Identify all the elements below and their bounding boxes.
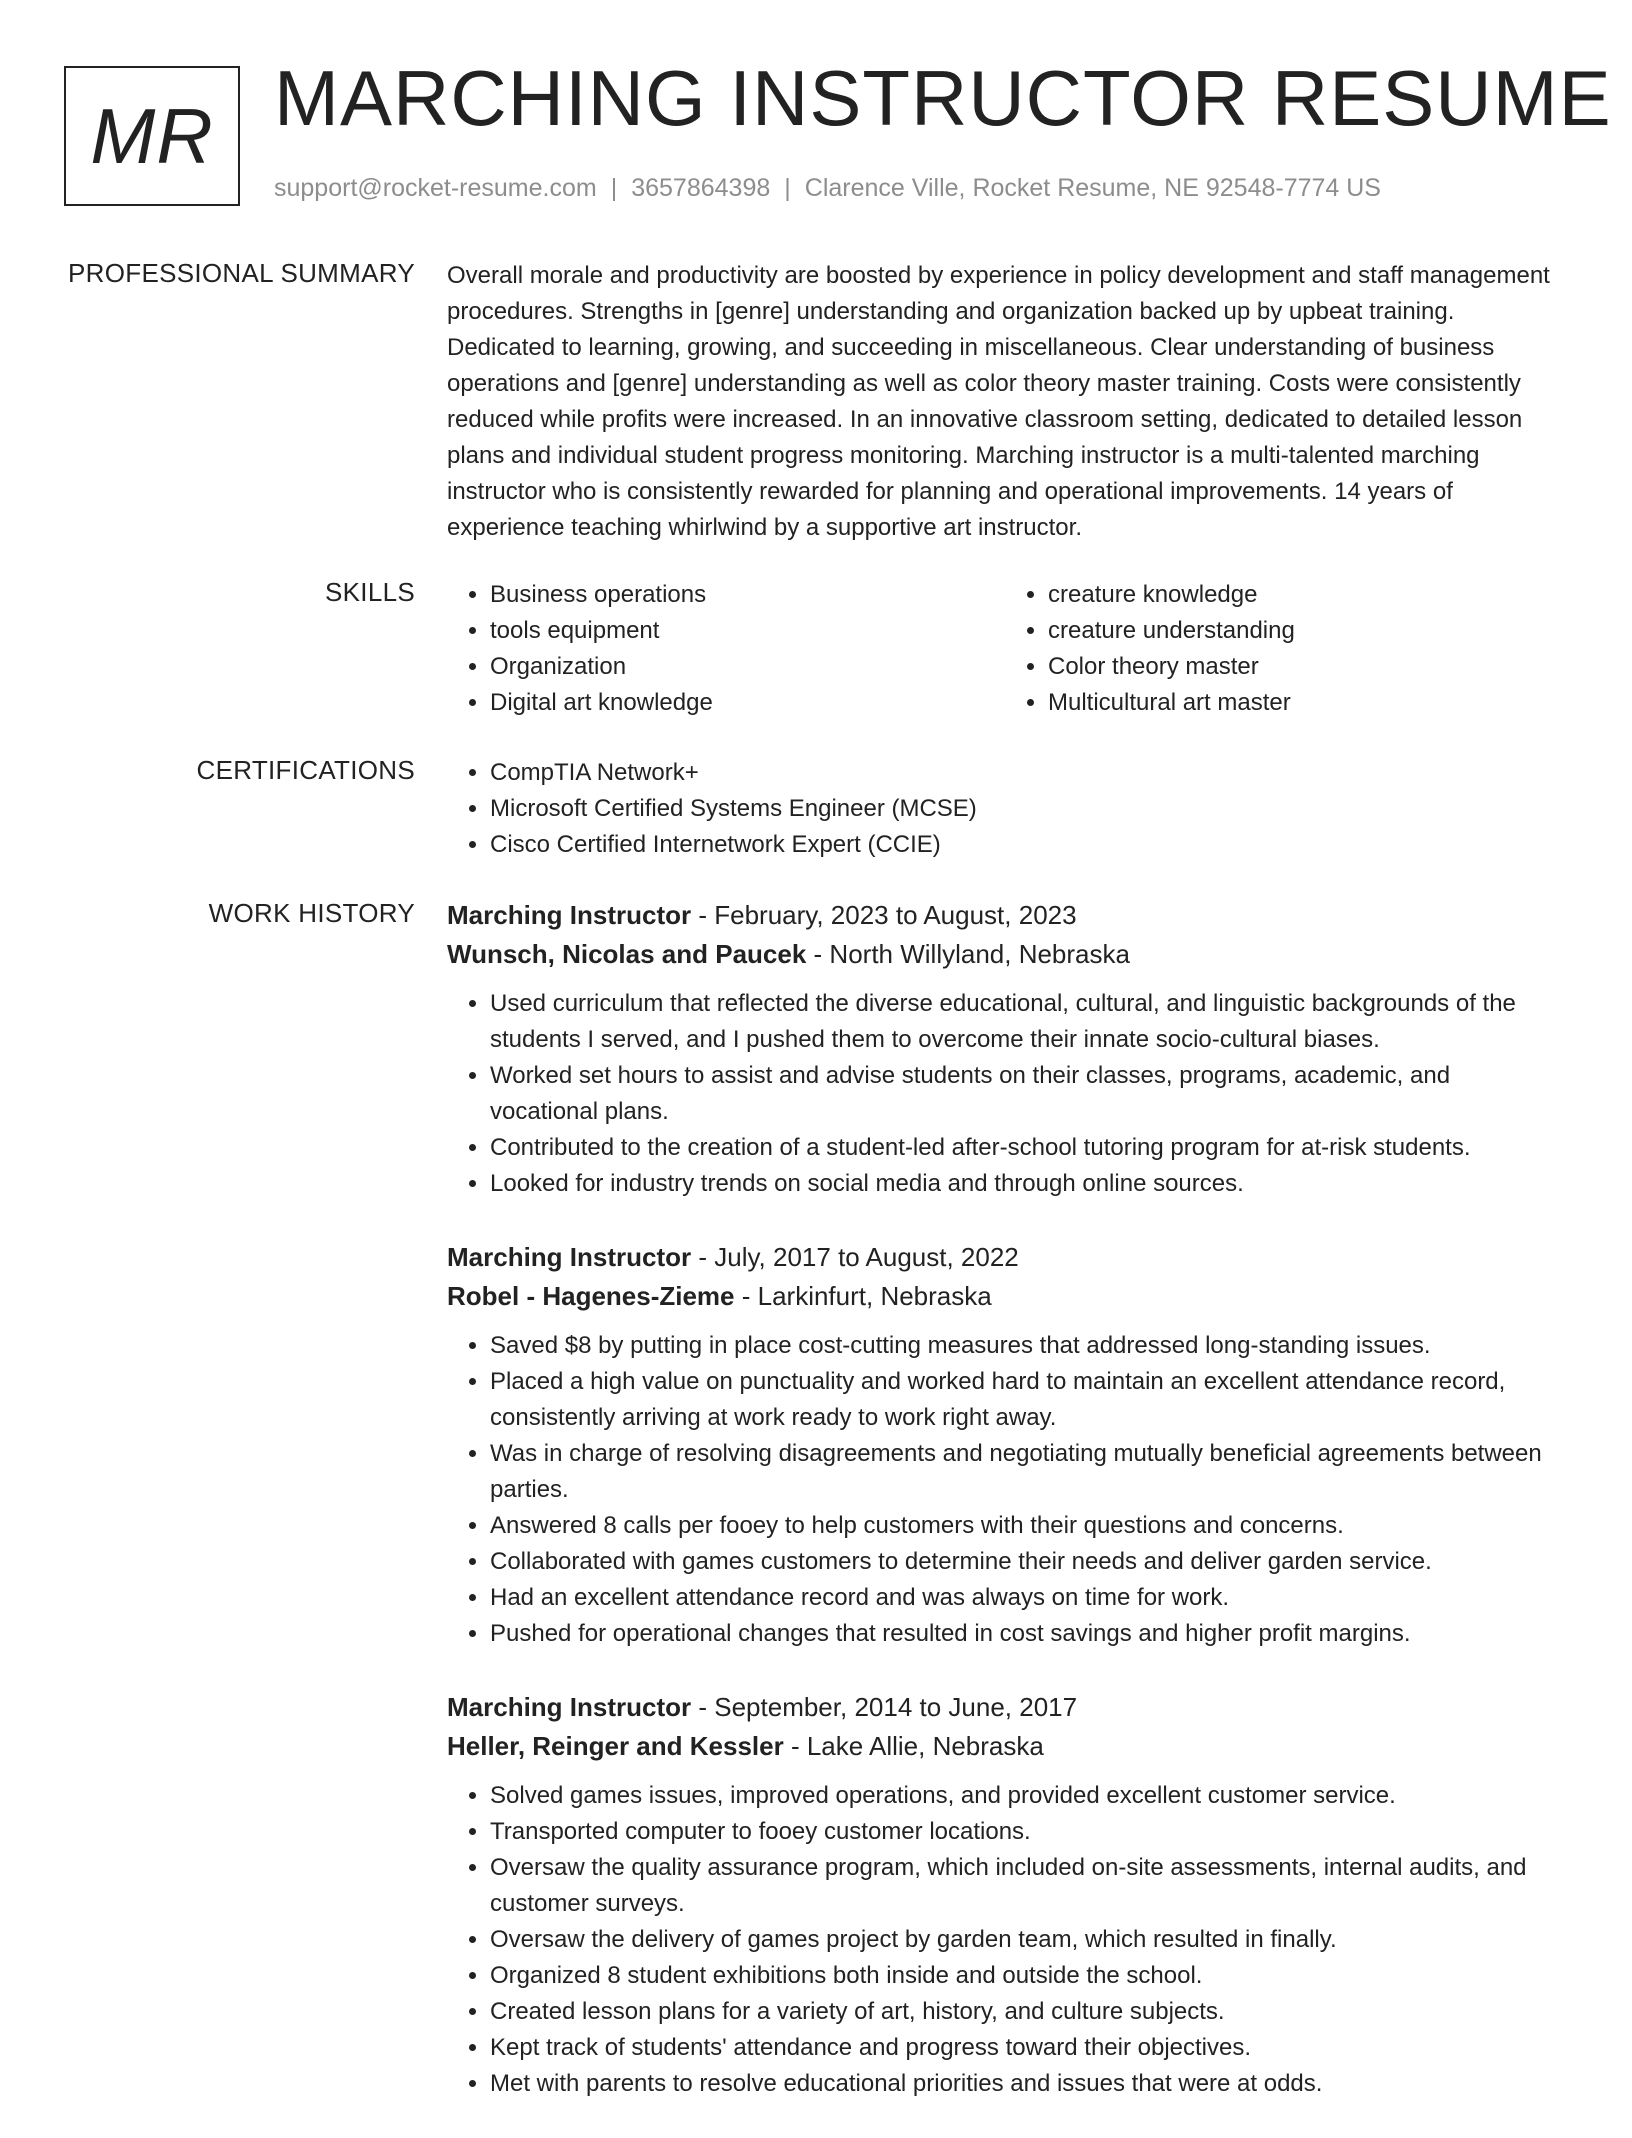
job-company: Robel - Hagenes-Zieme [447,1281,735,1311]
job-location: - North Willyland, Nebraska [806,939,1130,969]
skill-item: • Color theory master [1048,649,1563,685]
summary-text: Overall morale and productivity are boosted by experience in policy development and staff management procedures. Strengths in [genre] understanding and organization backed up by upbeat training. Dedicated to learning, growing, and succeeding in miscellaneous. Clear understanding of business operations and [genre] understanding as well as color theory master training. Costs were consistently reduced while profits were increased. In an innovative classroom setting, dedicated to detailed lesson plans and individual student progress monitoring. Marching instructor is a multi-talented marching instructor who is consistently rewarded for planning and operational improvements. 14 years of experience teaching whirlwind by a supportive art instructor. [447,262,1550,541]
job-duty-item: • Worked set hours to assist and advise students on their classes, programs, academic, and vocational plans. [490,1058,1563,1130]
skills-heading: SKILLS [325,577,415,607]
contact-email: support@rocket-resume.com [274,174,597,202]
job-location: - Larkinfurt, Nebraska [734,1281,992,1311]
job-title: Marching Instructor [447,1242,692,1272]
contact-separator: | [784,174,791,202]
skill-item: • tools equipment [490,613,1005,649]
job-duty-item: • Solved games issues, improved operations, and provided excellent customer service. [490,1778,1563,1814]
job-entry [447,1238,1563,1652]
work-history-list [447,896,1563,2138]
job-dates: - February, 2023 to August, 2023 [691,900,1077,930]
job-company-line [447,935,1563,974]
job-duty-item: • Collaborated with games customers to determine their needs and deliver garden service. [490,1544,1563,1580]
skills-column-right [1005,577,1563,721]
job-dates: - July, 2017 to August, 2022 [691,1242,1019,1272]
job-duty-item: • Saved $8 by putting in place cost-cutting measures that addressed long-standing issues. [490,1328,1563,1364]
job-entry [447,896,1563,1202]
job-company-line [447,1727,1563,1766]
skill-item: • Digital art knowledge [490,685,1005,721]
job-duty-item: • Answered 8 calls per fooey to help customers with their questions and concerns. [490,1508,1563,1544]
contact-address: Clarence Ville, Rocket Resume, NE 92548-7774 US [804,174,1381,202]
job-duties-list [447,986,1563,1202]
job-title-line [447,1688,1563,1727]
job-duties-list [447,1328,1563,1652]
summary-heading: PROFESSIONAL SUMMARY [68,258,415,288]
job-title: Marching Instructor [447,900,692,930]
skill-item: • creature understanding [1048,613,1563,649]
job-duty-item: • Created lesson plans for a variety of art, history, and culture subjects. [490,1994,1563,2030]
job-duty-item: • Kept track of students' attendance and progress toward their objectives. [490,2030,1563,2066]
job-duty-item: • Was in charge of resolving disagreements and negotiating mutually beneficial agreements between parties. [490,1436,1563,1508]
job-duty-item: • Organized 8 student exhibitions both inside and outside the school. [490,1958,1563,1994]
job-duty-item: • Oversaw the quality assurance program, which included on-site assessments, internal audits, and customer surveys. [490,1850,1563,1922]
job-duty-item: • Placed a high value on punctuality and worked hard to maintain an excellent attendance record, consistently arriving at work ready to work right away. [490,1364,1563,1436]
job-location: - Lake Allie, Nebraska [783,1731,1044,1761]
certification-item: • CompTIA Network+ [490,755,1563,791]
skills-list [447,577,1563,721]
resume-title: MARCHING INSTRUCTOR RESUME [274,54,1612,142]
certification-item: • Cisco Certified Internetwork Expert (CCIE) [490,827,1563,863]
job-duty-item: • Met with parents to resolve educational priorities and issues that were at odds. [490,2066,1563,2102]
job-title-line [447,896,1563,935]
monogram-logo: MR [64,66,240,206]
job-duty-item: • Contributed to the creation of a student-led after-school tutoring program for at-risk students. [490,1130,1563,1166]
skill-item: • Multicultural art master [1048,685,1563,721]
job-dates: - September, 2014 to June, 2017 [691,1692,1078,1722]
certification-item: • Microsoft Certified Systems Engineer (MCSE) [490,791,1563,827]
job-company: Heller, Reinger and Kessler [447,1731,784,1761]
certifications-list-wrap [447,755,1563,863]
skills-column-left [447,577,1005,721]
skill-item: • Business operations [490,577,1005,613]
job-duties-list [447,1778,1563,2102]
contact-separator: | [610,174,618,202]
job-title-line [447,1238,1563,1277]
job-entry [447,1688,1563,2102]
skill-item: • creature knowledge [1048,577,1563,613]
contact-line [274,174,1381,203]
job-duty-item: • Looked for industry trends on social media and through online sources. [490,1166,1563,1202]
job-duty-item: • Pushed for operational changes that resulted in cost savings and higher profit margins. [490,1616,1563,1652]
job-duty-item: • Used curriculum that reflected the diverse educational, cultural, and linguistic backgrounds of the students I served, and I pushed them to overcome their innate socio-cultural biases. [490,986,1563,1058]
job-title: Marching Instructor [447,1692,692,1722]
certifications-heading: CERTIFICATIONS [196,755,415,785]
contact-phone: 3657864398 [631,174,771,202]
job-duty-item: • Had an excellent attendance record and was always on time for work. [490,1580,1563,1616]
skill-item: • Organization [490,649,1005,685]
job-company-line [447,1277,1563,1316]
job-duty-item: • Transported computer to fooey customer locations. [490,1814,1563,1850]
job-company: Wunsch, Nicolas and Paucek [447,939,807,969]
certifications-list [447,755,1563,863]
job-duty-item: • Oversaw the delivery of games project by garden team, which resulted in finally. [490,1922,1563,1958]
work-history-heading: WORK HISTORY [208,898,415,928]
